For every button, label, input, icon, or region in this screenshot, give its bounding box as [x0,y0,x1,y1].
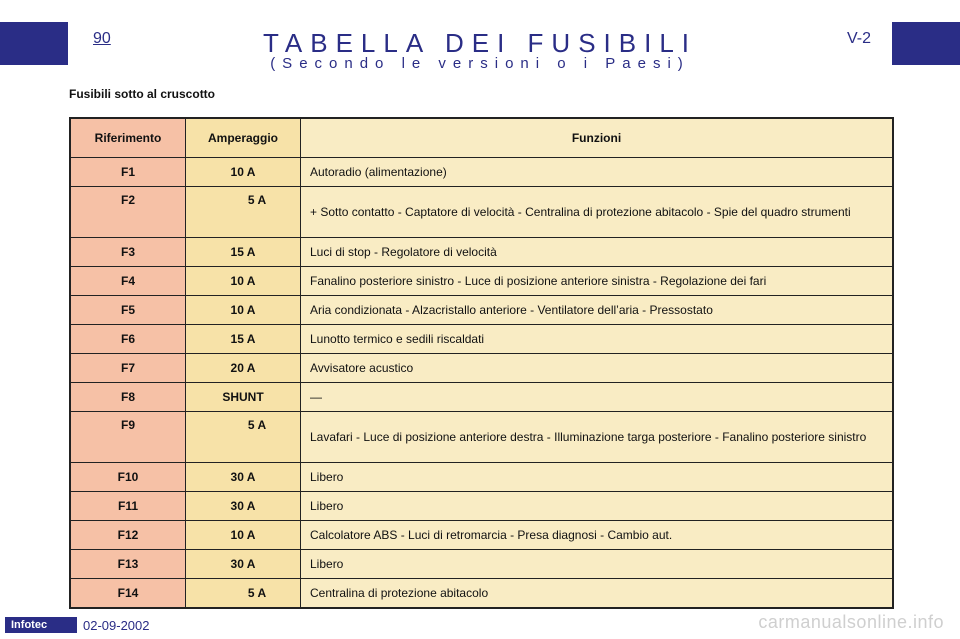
fuse-function: Lavafari - Luce di posizione anteriore destra - Illuminazione targa posteriore - Fanalino posteriore sinistro [301,412,894,463]
infotec-logo: Infotec [5,617,77,633]
table-header-row [70,118,893,158]
page-number: 90 [93,30,111,47]
fuse-amp: 30 A [186,492,301,521]
table-row [70,383,893,412]
section-heading: Fusibili sotto al cruscotto [69,87,216,101]
fuse-ref: F6 [70,325,186,354]
fuse-function: Luci di stop - Regolatore di velocità [301,238,894,267]
fuse-amp: 10 A [186,267,301,296]
page-title: TABELLA DEI FUSIBILI [262,28,698,58]
table-row [70,492,893,521]
table-row [70,521,893,550]
fuse-function: — [301,383,894,412]
table-row [70,296,893,325]
fuse-ref: F7 [70,354,186,383]
footer-date: 02-09-2002 [83,618,150,633]
fuse-amp [186,412,301,463]
fuse-function: Libero [301,550,894,579]
fuse-ref: F2 [70,187,186,238]
fuse-function: Aria condizionata - Alzacristallo anteriore - Ventilatore dell’aria - Pressostato [301,296,894,325]
section-code: V-2 [846,30,871,47]
fuse-function: Lunotto termico e sedili riscaldati [301,325,894,354]
fuse-function: + Sotto contatto - Captatore di velocità - Centralina di protezione abitacolo - Spie del quadro strumenti [301,187,894,238]
table-row [70,579,893,609]
fuse-amp-value: 5 A [247,418,267,432]
fuse-ref: F11 [70,492,186,521]
table-row [70,158,893,187]
table-row [70,463,893,492]
fuse-ref: F8 [70,383,186,412]
fuse-table [69,117,894,609]
fuse-amp [186,187,301,238]
fuse-amp: 20 A [186,354,301,383]
fuse-ref: F13 [70,550,186,579]
fuse-function: Avvisatore acustico [301,354,894,383]
fuse-amp: 10 A [186,158,301,187]
fuse-function: Calcolatore ABS - Luci di retromarcia - Presa diagnosi - Cambio aut. [301,521,894,550]
table-row [70,267,893,296]
fuse-ref: F4 [70,267,186,296]
fuse-amp-value: 5 A [247,586,267,600]
fuse-amp: 30 A [186,550,301,579]
fuse-ref: F5 [70,296,186,325]
fuse-function: Centralina di protezione abitacolo [301,579,894,609]
table-row [70,238,893,267]
table-row [70,354,893,383]
fuse-amp-value: 5 A [247,193,267,207]
fuse-ref: F9 [70,412,186,463]
fuse-amp: 30 A [186,463,301,492]
fuse-amp: 15 A [186,325,301,354]
fuse-amp: 15 A [186,238,301,267]
table-row [70,550,893,579]
fuse-ref: F12 [70,521,186,550]
fuse-ref: F10 [70,463,186,492]
table-row [70,187,893,238]
table-row [70,325,893,354]
column-header-fun: Funzioni [301,118,894,158]
column-header-ref: Riferimento [70,118,186,158]
watermark: carmanualsonline.info [758,612,944,632]
fuse-ref: F1 [70,158,186,187]
fuse-ref: F14 [70,579,186,609]
fuse-amp [186,579,301,609]
fuse-amp: SHUNT [186,383,301,412]
fuse-ref: F3 [70,238,186,267]
fuse-function: Libero [301,463,894,492]
fuse-function: Libero [301,492,894,521]
fuse-amp: 10 A [186,521,301,550]
page-subtitle: (Secondo le versioni o i Paesi) [270,55,690,72]
fuse-function: Fanalino posteriore sinistro - Luce di posizione anteriore sinistra - Regolazione dei fari [301,267,894,296]
table-row [70,412,893,463]
fuse-amp: 10 A [186,296,301,325]
column-header-amp: Amperaggio [186,118,301,158]
fuse-function: Autoradio (alimentazione) [301,158,894,187]
